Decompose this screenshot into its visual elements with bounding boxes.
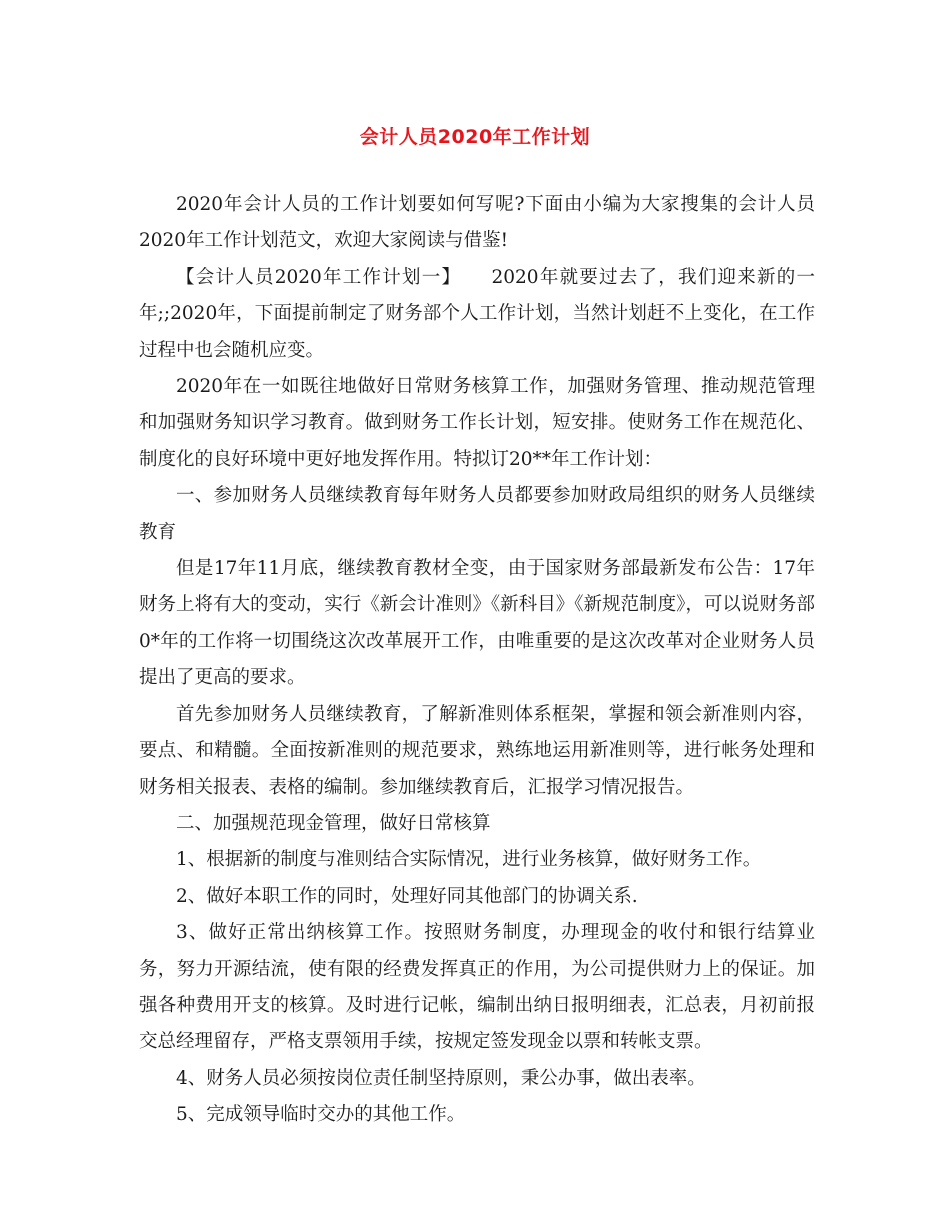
list-item-3: 3、做好正常出纳核算工作。按照财务制度，办理现金的收付和银行结算业务，努力开源结流，使有限的经费发挥真正的作用，为公司提供财力上的保证。加强各种费用开支的核算。及时进行记帐，编制出纳日报明细表，汇总表，月初前报交总经理留存，严格支票领用手续，按规定签发现金以票和转帐支票。 xyxy=(139,922,815,1053)
plan-one-heading-paragraph: 【会计人员2020年工作计划一】 2020年就要过去了，我们迎来新的一年;;2020年，下面提前制定了财务部个人工作计划，当然计划赶不上变化，在工作过程中也会随机应变。 xyxy=(139,266,815,361)
section-one-heading: 一、参加财务人员继续教育每年财务人员都要参加财政局组织的财务人员继续教育 xyxy=(139,485,815,543)
education-paragraph: 首先参加财务人员继续教育，了解新准则体系框架，掌握和领会新准则内容，要点、和精髓。全面按新准则的规范要求，熟练地运用新准则等，进行帐务处理和财务相关报表、表格的编制。参加继续教育后，汇报学习情况报告。 xyxy=(139,703,815,798)
overview-paragraph: 2020年在一如既往地做好日常财务核算工作，加强财务管理、推动规范管理和加强财务知识学习教育。做到财务工作长计划，短安排。使财务工作在规范化、制度化的良好环境中更好地发挥作用。特拟订20**年工作计划： xyxy=(139,376,815,470)
document-title: 会计人员2020年工作计划 xyxy=(359,126,591,148)
intro-paragraph: 2020年会计人员的工作计划要如何写呢?下面由小编为大家搜集的会计人员2020年工作计划范文，欢迎大家阅读与借鉴! xyxy=(139,194,815,252)
list-item-2: 2、做好本职工作的同时，处理好同其他部门的协调关系. xyxy=(176,885,638,907)
list-item-5: 5、完成领导临时交办的其他工作。 xyxy=(176,1104,466,1126)
document-body xyxy=(139,187,815,1134)
section-two-heading: 二、加强规范现金管理，做好日常核算 xyxy=(176,812,491,834)
reform-paragraph: 但是17年11月底，继续教育教材全变，由于国家财务部最新发布公告：17年财务上将有大的变动，实行《新会计准则》《新科目》《新规范制度》，可以说财务部0*年的工作将一切围绕这次改革展开工作，由唯重要的是这次改革对企业财务人员提出了更高的要求。 xyxy=(139,558,815,689)
list-item-4: 4、财务人员必须按岗位责任制坚持原则，秉公办事，做出表率。 xyxy=(176,1067,706,1089)
list-item-1: 1、根据新的制度与准则结合实际情况，进行业务核算，做好财务工作。 xyxy=(176,849,762,871)
